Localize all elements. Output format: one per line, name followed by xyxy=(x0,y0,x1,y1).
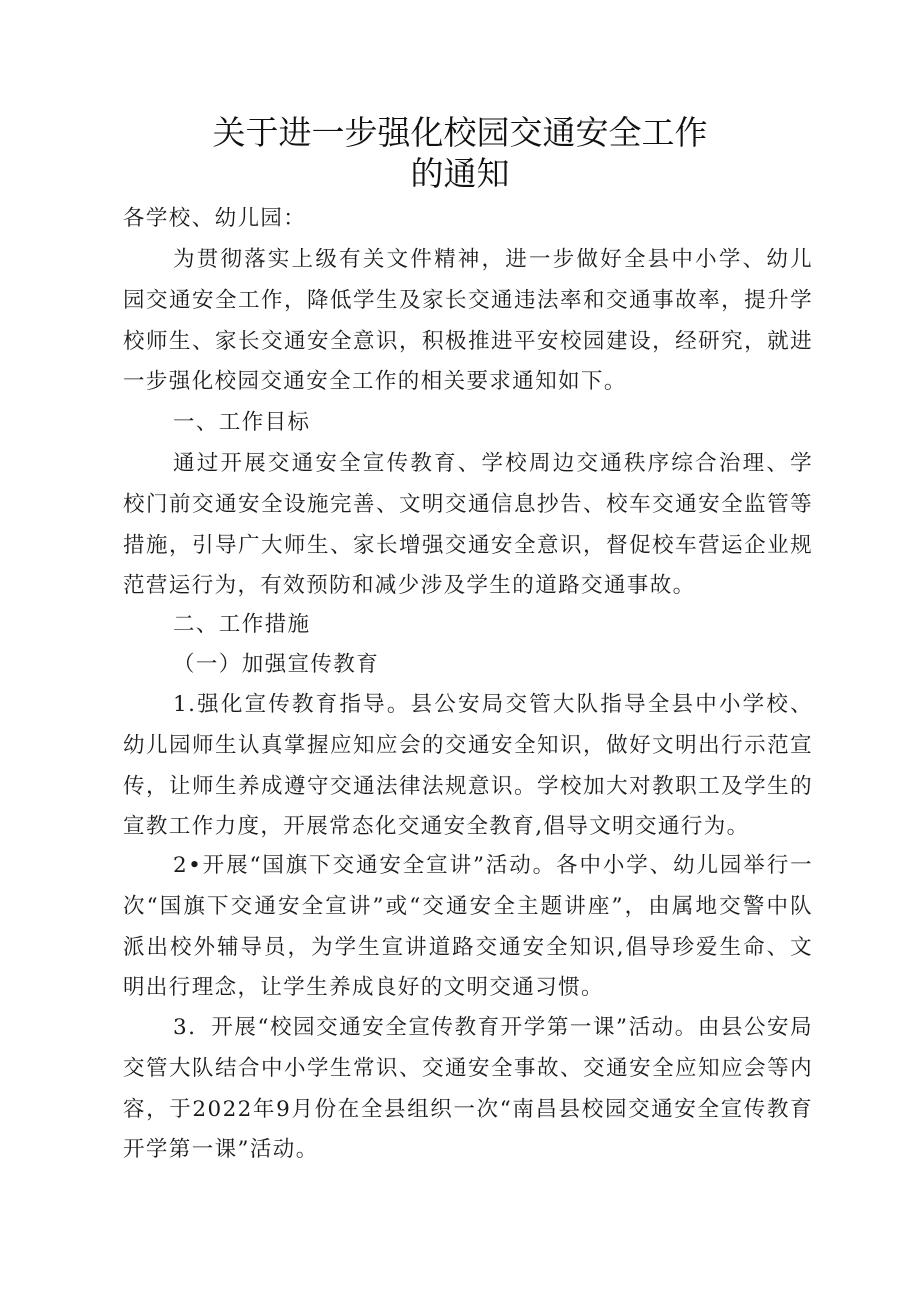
measure-item-1: 1.强化宣传教育指导。县公安局交管大队指导全县中小学校、幼儿园师生认真掌握应知应会的交通安全知识，做好文明出行示范宣传，让师生养成遵守交通法律法规意识。学校加大对教职工及学生的宣教工作力度，开展常态化交通安全教育,倡导文明交通行为。 xyxy=(123,692,813,840)
section1-heading: 一、工作目标 xyxy=(173,410,311,435)
subsection1-heading: （一）加强宣传教育 xyxy=(173,652,380,677)
measure-item-3: 3．开展“校园交通安全宣传教育开学第一课”活动。由县公安局交管大队结合中小学生常识、交通安全事故、交通安全应知应会等内容，于2022年9月份在全县组织一次“南昌县校园交通安全宣传教育开学第一课”活动。 xyxy=(123,1015,813,1163)
document-title-line1: 关于进一步强化校园交通安全工作 xyxy=(212,113,708,152)
salutation: 各学校、幼儿园： xyxy=(123,206,307,231)
section2-heading: 二、工作措施 xyxy=(173,612,311,637)
intro-paragraph: 为贯彻落实上级有关文件精神，进一步做好全县中小学、幼儿园交通安全工作，降低学生及家长交通违法率和交通事故率，提升学校师生、家长交通安全意识，积极推进平安校园建设，经研究，就进一步强化校园交通安全工作的相关要求通知如下。 xyxy=(123,247,813,395)
measure-item-2: 2•开展“国旗下交通安全宣讲”活动。各中小学、幼儿园举行一次“国旗下交通安全宣讲”或“交通安全主题讲座”，由属地交警中队派出校外辅导员，为学生宣讲道路交通安全知识,倡导珍爱生命、文明出行理念，让学生养成良好的文明交通习惯。 xyxy=(123,853,813,1001)
section1-body: 通过开展交通安全宣传教育、学校周边交通秩序综合治理、学校门前交通安全设施完善、文明交通信息抄告、校车交通安全监管等措施，引导广大师生、家长增强交通安全意识，督促校车营运企业规范营运行为，有效预防和减少涉及学生的道路交通事故。 xyxy=(123,451,813,599)
document-title-line2: 的通知 xyxy=(410,154,510,193)
